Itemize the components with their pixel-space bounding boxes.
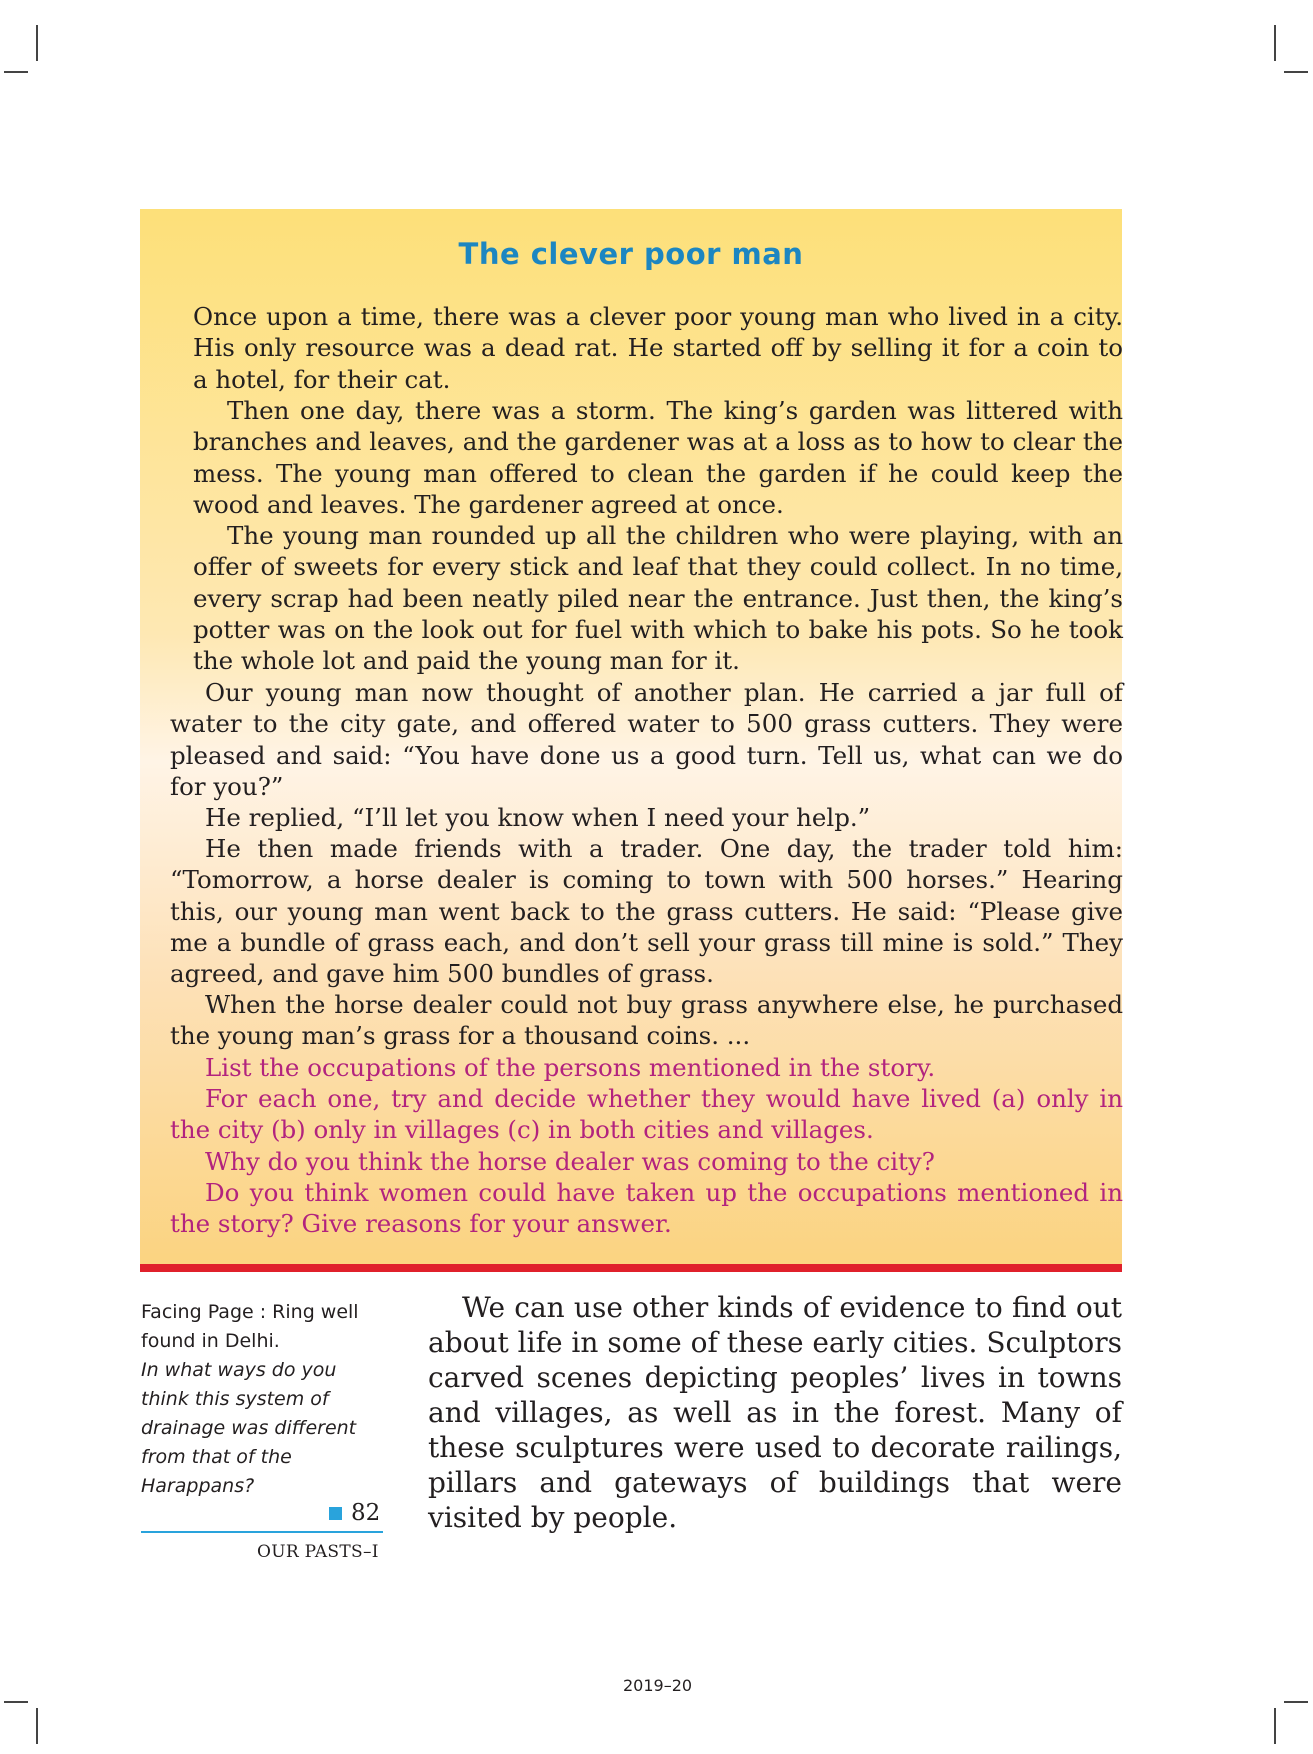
caption-label: Facing Page : Ring well found in Delhi. <box>141 1301 359 1352</box>
crop-mark <box>1274 25 1276 61</box>
box-title: The clever poor man <box>458 237 804 271</box>
crop-mark <box>4 1701 28 1703</box>
caption-question: In what ways do you think this system of drainage was different from that of the Harappans? <box>141 1359 357 1497</box>
page-number-text: 82 <box>351 1500 381 1526</box>
question-item: Do you think women could have taken up the occupations mentioned in the story? Give reasons for your answer. <box>170 1178 1123 1239</box>
question-item: Why do you think the horse dealer was coming to the city? <box>205 1147 935 1176</box>
page-number <box>329 1500 380 1526</box>
question-item: List the occupations of the persons mentioned in the story. <box>205 1053 936 1082</box>
crop-mark <box>1284 71 1308 73</box>
book-title: OUR PASTS–I <box>257 1542 379 1562</box>
story-paragraph: He replied, “I’ll let you know when I need your help.” <box>205 803 871 832</box>
square-icon <box>329 1507 342 1520</box>
question-item: For each one, try and decide whether they would have lived (a) only in the city (b) only in villages (c) in both cities and villages. <box>170 1084 1123 1145</box>
story-paragraph: Our young man now thought of another plan. He carried a jar full of water to the city gate, and offered water to 500 grass cutters. They were pleased and said: “You have done us a good turn. Tell us, what can we do for you?” <box>170 678 1123 801</box>
crop-mark <box>1284 1701 1308 1703</box>
box-bottom-rule <box>140 1264 1122 1272</box>
footer-rule <box>141 1531 383 1533</box>
crop-mark <box>36 1708 38 1744</box>
story-box <box>140 209 1122 1272</box>
margin-caption <box>141 1298 381 1501</box>
story-paragraph: He then made friends with a trader. One day, the trader told him: “Tomorrow, a horse dealer is coming to town with 500 horses.” Hearing this, our young man went back to the grass cutters. He said: “Please give me a bundle of grass each, and don’t sell your grass till mine is sold.” They agreed, and gave him 500 bundles of grass. <box>170 834 1123 989</box>
body-paragraph: We can use other kinds of evidence to find out about life in some of these early cities. Sculptors carved scenes depicting peoples’ lives in towns and villages, as well as in the forest. Many of these sculptures were used to decorate railings, pillars and gateways of buildings that were visited by people. <box>428 1291 1122 1534</box>
crop-mark <box>1274 1708 1276 1744</box>
story-paragraph: When the horse dealer could not buy grass anywhere else, he purchased the young man’s grass for a thousand coins. ... <box>170 990 1123 1051</box>
edition-year: 2019–20 <box>623 1676 693 1695</box>
crop-mark <box>36 25 38 61</box>
crop-mark <box>4 71 28 73</box>
story-paragraph: Then one day, there was a storm. The king’s garden was littered with branches and leaves, and the gardener was at a loss as to how to clear the mess. The young man offered to clean the garden if he could keep the wood and leaves. The gardener agreed at once. <box>193 396 1123 519</box>
story-paragraph: The young man rounded up all the children who were playing, with an offer of sweets for every stick and leaf that they could collect. In no time, every scrap had been neatly piled near the entrance. Just then, the king’s potter was on the look out for fuel with which to bake his pots. So he took the whole lot and paid the young man for it. <box>193 521 1123 676</box>
story-paragraph: Once upon a time, there was a clever poor young man who lived in a city. His only resource was a dead rat. He started off by selling it for a coin to a hotel, for their cat. <box>193 302 1123 394</box>
